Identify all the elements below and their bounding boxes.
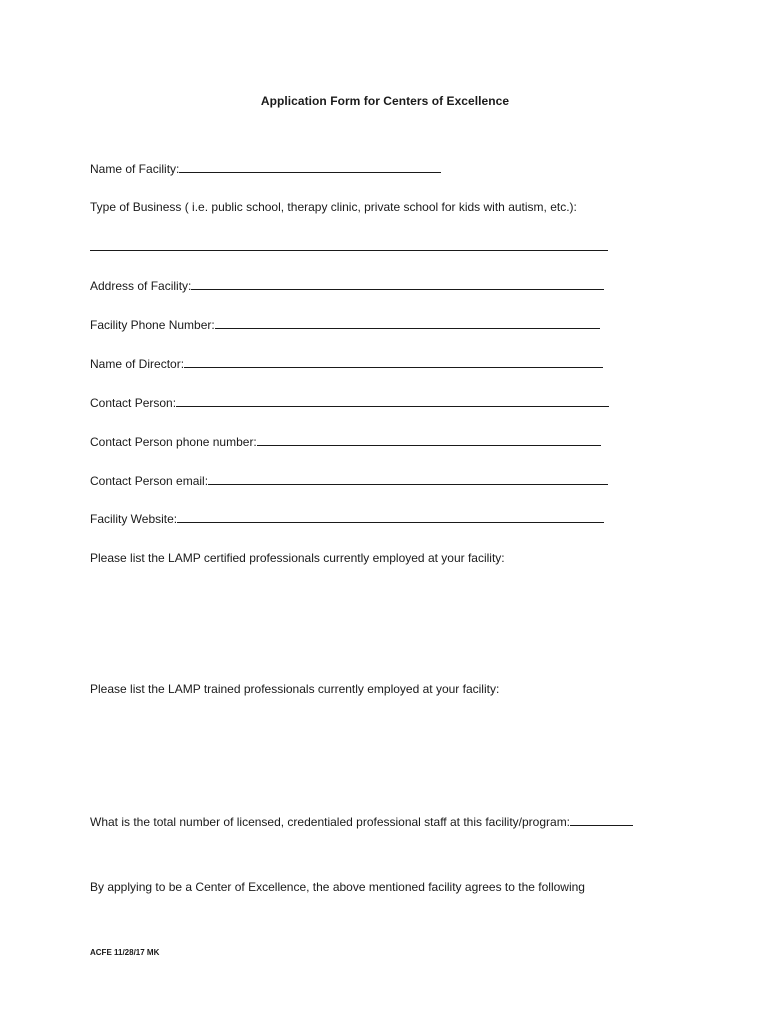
trained-professionals-answer-area[interactable] — [90, 703, 670, 803]
business-type-label: Type of Business ( i.e. public school, therapy clinic, private school for kids with autism, etc.): — [90, 200, 577, 214]
total-staff-field[interactable] — [570, 813, 633, 826]
business-type-row — [90, 199, 577, 215]
facility-name-label: Name of Facility: — [90, 162, 180, 176]
facility-name-field[interactable] — [179, 160, 441, 173]
form-title: Application Form for Centers of Excellence — [260, 94, 510, 108]
contact-person-row — [90, 394, 609, 411]
phone-field[interactable] — [215, 316, 600, 329]
phone-row — [90, 316, 600, 333]
address-row — [90, 277, 604, 294]
website-label: Facility Website: — [90, 512, 178, 526]
contact-email-field[interactable] — [208, 472, 608, 485]
contact-phone-label: Contact Person phone number: — [90, 435, 257, 449]
address-field[interactable] — [191, 277, 604, 290]
agreement-intro: By applying to be a Center of Excellence, the above mentioned facility agrees to the following — [90, 880, 585, 894]
business-type-field[interactable] — [90, 250, 608, 251]
footer-code: ACFE 11/28/17 MK — [90, 948, 160, 957]
website-field[interactable] — [177, 510, 604, 523]
website-row — [90, 510, 604, 527]
certified-professionals-answer-area[interactable] — [90, 572, 670, 672]
total-staff-question: What is the total number of licensed, credentialed professional staff at this facility/program: — [90, 815, 571, 829]
director-row — [90, 355, 603, 372]
contact-phone-row — [90, 433, 601, 450]
director-field[interactable] — [184, 355, 603, 368]
facility-name-row — [90, 160, 441, 177]
contact-email-row — [90, 472, 608, 489]
total-staff-row — [90, 813, 633, 830]
contact-person-field[interactable] — [176, 394, 609, 407]
certified-professionals-question: Please list the LAMP certified professionals currently employed at your facility: — [90, 551, 505, 565]
contact-person-label: Contact Person: — [90, 396, 177, 410]
contact-email-label: Contact Person email: — [90, 474, 209, 488]
director-label: Name of Director: — [90, 357, 185, 371]
trained-professionals-question: Please list the LAMP trained professionals currently employed at your facility: — [90, 682, 500, 696]
contact-phone-field[interactable] — [257, 433, 601, 446]
address-label: Address of Facility: — [90, 279, 192, 293]
phone-label: Facility Phone Number: — [90, 318, 215, 332]
